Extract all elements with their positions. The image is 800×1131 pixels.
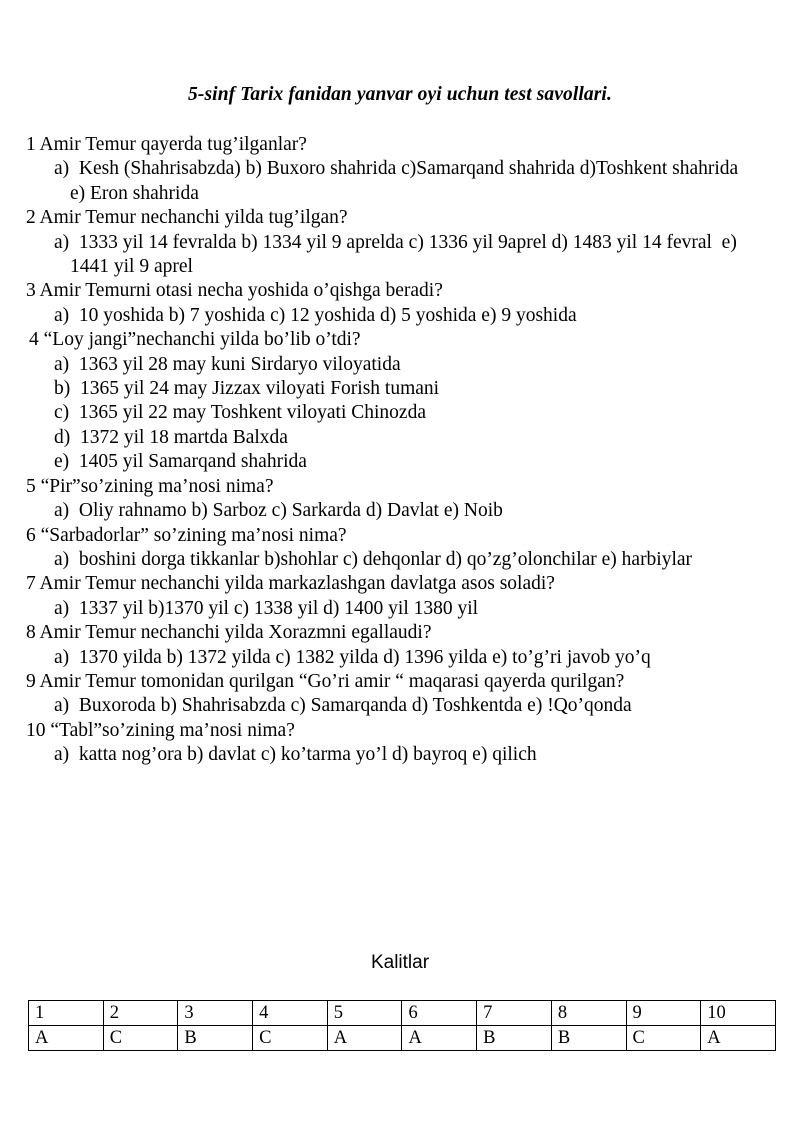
question-option: c) 1365 yil 22 may Toshkent viloyati Chinozda	[54, 402, 426, 424]
question-text: 9 Amir Temur tomonidan qurilgan “Go’ri amir “ maqarasi qayerda qurilgan?	[26, 670, 625, 692]
answer-key-heading: Kalitlar	[370, 952, 430, 973]
answer-key-answer-cell: A	[29, 1026, 104, 1051]
answer-key-number-cell: 7	[477, 1001, 552, 1026]
question-block	[0, 524, 800, 573]
question-option: a) 1363 yil 28 may kuni Sirdaryo viloyatida	[54, 353, 401, 375]
question-option: e) 1405 yil Samarqand shahrida	[54, 451, 307, 473]
answer-key-number-cell: 6	[402, 1001, 477, 1026]
question-option: a) 1370 yilda b) 1372 yilda c) 1382 yilda d) 1396 yilda e) to’g’ri javob yo’q	[54, 646, 651, 668]
question-option: a) 1337 yil b)1370 yil c) 1338 yil d) 1400 yil 1380 yil	[54, 597, 479, 619]
answer-key-number-cell: 2	[103, 1001, 178, 1026]
answer-key-number-cell: 10	[701, 1001, 776, 1026]
question-block	[0, 621, 800, 670]
question-text: 2 Amir Temur nechanchi yilda tug’ilgan?	[26, 207, 348, 229]
question-block	[0, 719, 800, 768]
answer-key-answer-cell: A	[402, 1026, 477, 1051]
answer-key-answer-cell: C	[253, 1026, 328, 1051]
answer-key-answer-cell: C	[626, 1026, 701, 1051]
answer-key-answer-cell: B	[178, 1026, 253, 1051]
question-block	[0, 670, 800, 719]
question-block	[0, 475, 800, 524]
question-option: a) katta nog’ora b) davlat c) ko’tarma yo’l d) bayroq e) qilich	[54, 744, 537, 766]
answer-key-answer-cell: A	[701, 1026, 776, 1051]
answer-key-answer-cell: A	[327, 1026, 402, 1051]
question-option: b) 1365 yil 24 may Jizzax viloyati Forish tumani	[54, 378, 440, 400]
table-row-numbers	[29, 1001, 776, 1026]
answer-key-number-cell: 5	[327, 1001, 402, 1026]
answer-key-table	[28, 1000, 776, 1051]
question-text: 5 “Pir”so’zining ma’nosi nima?	[26, 475, 274, 497]
question-block	[0, 328, 800, 474]
question-option: a) Buxoroda b) Shahrisabzda c) Samarqanda d) Toshkentda e) !Qo’qonda	[54, 695, 632, 717]
question-block	[0, 133, 800, 206]
question-option: a) 10 yoshida b) 7 yoshida c) 12 yoshida d) 5 yoshida e) 9 yoshida	[54, 304, 577, 326]
question-block	[0, 279, 800, 328]
answer-key-number-cell: 9	[626, 1001, 701, 1026]
question-text: 10 “Tabl”so’zining ma’nosi nima?	[26, 719, 295, 741]
question-text: 1 Amir Temur qayerda tug’ilganlar?	[26, 134, 307, 155]
question-block	[0, 572, 800, 621]
question-text: 6 “Sarbadorlar” so’zining ma’nosi nima?	[26, 524, 347, 546]
question-option: a) Oliy rahnamo b) Sarboz c) Sarkarda d) Davlat e) Noib	[54, 500, 503, 522]
table-row-answers	[29, 1026, 776, 1051]
answer-key-number-cell: 8	[551, 1001, 626, 1026]
question-text: 7 Amir Temur nechanchi yilda markazlashgan davlatga asos soladi?	[26, 573, 555, 595]
question-text: 3 Amir Temurni otasi necha yoshida o’qishga beradi?	[26, 280, 443, 302]
answer-key-answer-cell: C	[103, 1026, 178, 1051]
question-option: a) 1333 yil 14 fevralda b) 1334 yil 9 aprelda c) 1336 yil 9aprel d) 1483 yil 14 fevral e) 1441 yil 9 aprel	[54, 231, 742, 278]
question-option: d) 1372 yil 18 martda Balxda	[54, 426, 288, 448]
question-block	[0, 206, 800, 279]
answer-key-answer-cell: B	[477, 1026, 552, 1051]
answer-key-table-wrap	[28, 1000, 776, 1051]
answer-key-number-cell: 3	[178, 1001, 253, 1026]
page-title: 5-sinf Tarix fanidan yanvar oyi uchun test savollari.	[188, 84, 612, 105]
answer-key-answer-cell: B	[551, 1026, 626, 1051]
answer-key-number-cell: 4	[253, 1001, 328, 1026]
question-text: 4 “Loy jangi”nechanchi yilda bo’lib o’tdi?	[29, 329, 361, 351]
question-option: a) boshini dorga tikkanlar b)shohlar c) dehqonlar d) qo’zg’olonchilar e) harbiylar	[54, 548, 693, 570]
questions-list	[0, 133, 800, 768]
question-option: a) Kesh (Shahrisabzda) b) Buxoro shahrida c)Samarqand shahrida d)Toshkent shahrida e) Eron shahrida	[54, 158, 744, 204]
question-text: 8 Amir Temur nechanchi yilda Xorazmni egallaudi?	[26, 622, 432, 644]
answer-key-number-cell: 1	[29, 1001, 104, 1026]
